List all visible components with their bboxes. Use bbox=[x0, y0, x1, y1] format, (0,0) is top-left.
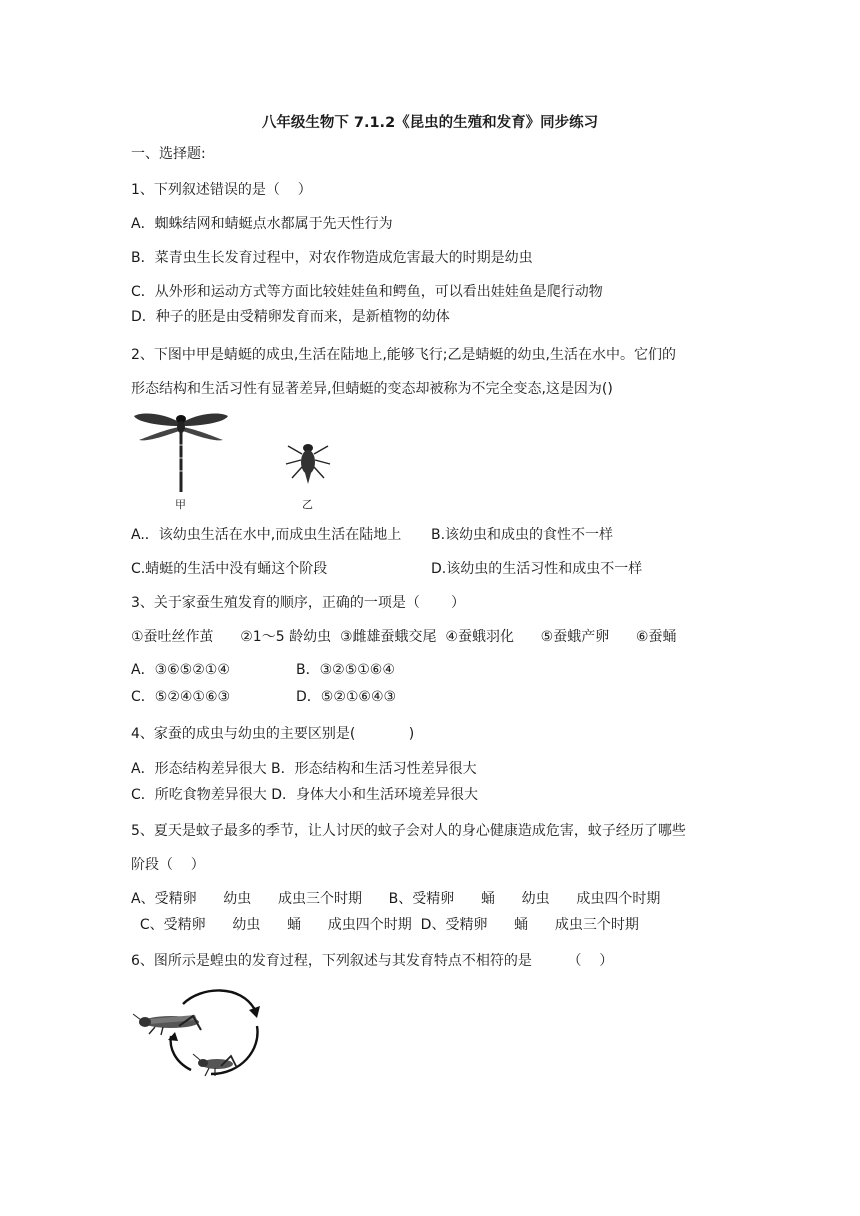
label-yi: 乙 bbox=[302, 498, 313, 511]
q3-option-d: D．⑤②①⑥④③ bbox=[296, 689, 397, 705]
q5-stem-line1: 5、夏天是蚊子最多的季节，让人讨厌的蚊子会对人的身心健康造成危害，蚊子经历了哪些 bbox=[131, 823, 686, 839]
section-heading: 一、选择题: bbox=[131, 146, 206, 162]
q5-options-ab: A、受精卵 幼虫 成虫三个时期 B、受精卵 蛹 幼虫 成虫四个时期 bbox=[131, 891, 661, 907]
q6-stem: 6、图所示是蝗虫的发育过程，下列叙述与其发育特点不相符的是 （ ） bbox=[131, 953, 614, 969]
q3-stem: 3、关于家蚕生殖发育的顺序，正确的一项是（ ） bbox=[131, 595, 466, 611]
locust-life-cycle-figure bbox=[131, 986, 271, 1080]
q3-items: ①蚕吐丝作茧 ②1～5 龄幼虫 ③雌雄蚕蛾交尾 ④蚕蛾羽化 ⑤蚕蛾产卵 ⑥蚕蛹 bbox=[131, 629, 677, 645]
dragonfly-adult-figure bbox=[131, 410, 231, 496]
q2-option-a: A.．该幼虫生活在水中,而成虫生活在陆地上 bbox=[131, 527, 402, 543]
q1-option-c: C．从外形和运动方式等方面比较娃娃鱼和鳄鱼，可以看出娃娃鱼是爬行动物 bbox=[131, 284, 603, 300]
q1-option-b: B．菜青虫生长发育过程中，对农作物造成危害最大的时期是幼虫 bbox=[131, 250, 533, 266]
document-title: 八年级生物下 7.1.2《昆虫的生殖和发育》同步练习 bbox=[261, 115, 599, 131]
q1-stem: 1、下列叙述错误的是（ ） bbox=[131, 182, 312, 198]
q4-stem: 4、家蚕的成虫与幼虫的主要区别是( ) bbox=[131, 726, 415, 742]
q3-option-a: A．③⑥⑤②①④ bbox=[131, 662, 230, 678]
q4-options-ab: A．形态结构差异很大 B．形态结构和生活习性差异很大 bbox=[131, 761, 477, 777]
q2-stem-line1: 2、下图中甲是蜻蜓的成虫,生活在陆地上,能够飞行;乙是蜻蜓的幼虫,生活在水中。它们的 bbox=[131, 347, 676, 363]
q1-option-d: D．种子的胚是由受精卵发育而来，是新植物的幼体 bbox=[131, 309, 450, 325]
q2-option-d: D.该幼虫的生活习性和成虫不一样 bbox=[431, 561, 643, 577]
nymph-locust-icon bbox=[193, 1054, 237, 1076]
q1-option-a: A．蜘蛛结网和蜻蜓点水都属于先天性行为 bbox=[131, 216, 393, 232]
q3-option-c: C．⑤②④①⑥③ bbox=[131, 689, 231, 705]
q4-options-cd: C．所吃食物差异很大 D．身体大小和生活环境差异很大 bbox=[131, 787, 479, 803]
q2-stem-line2: 形态结构和生活习性有显著差异,但蜻蜓的变态却被称为不完全变态,这是因为() bbox=[131, 381, 613, 397]
q3-option-b: B．③②⑤①⑥④ bbox=[296, 662, 395, 678]
label-jia: 甲 bbox=[175, 498, 186, 511]
adult-locust-icon bbox=[133, 1014, 201, 1035]
q2-option-b: B.该幼虫和成虫的食性不一样 bbox=[431, 527, 614, 543]
q2-option-c: C.蜻蜓的生活中没有蛹这个阶段 bbox=[131, 561, 328, 577]
q5-options-cd: C、受精卵 幼虫 蛹 成虫四个时期 D、受精卵 蛹 成虫三个时期 bbox=[131, 917, 639, 933]
q5-stem-line2: 阶段（ ） bbox=[131, 857, 205, 873]
dragonfly-nymph-figure bbox=[282, 440, 334, 485]
